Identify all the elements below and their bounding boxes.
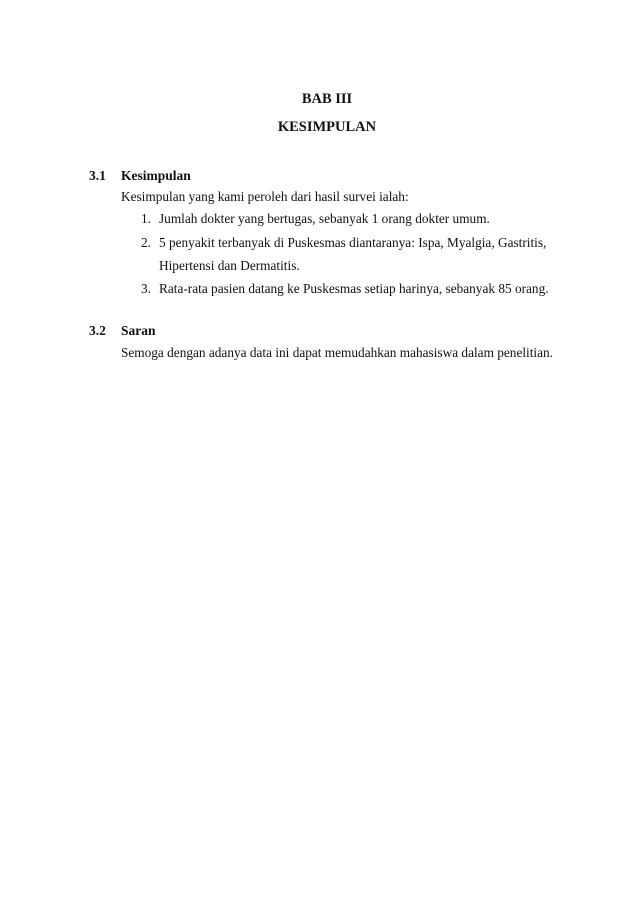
section-body: Semoga dengan adanya data ini dapat memudahkan mahasiswa dalam penelitian. xyxy=(121,345,553,360)
list-item-number: 2. xyxy=(141,235,151,250)
list-item-text-continued: Hipertensi dan Dermatitis. xyxy=(159,258,300,273)
section-number: 3.1 xyxy=(89,168,106,183)
section-number: 3.2 xyxy=(89,323,106,338)
chapter-title: KESIMPULAN xyxy=(277,119,377,135)
section-intro: Kesimpulan yang kami peroleh dari hasil survei ialah: xyxy=(121,189,409,204)
list-item-number: 3. xyxy=(141,281,151,296)
list-item-number: 1. xyxy=(141,211,151,226)
chapter-number: BAB III xyxy=(301,91,353,107)
list-item-text: 5 penyakit terbanyak di Puskesmas diantaranya: Ispa, Myalgia, Gastritis, xyxy=(159,235,547,250)
list-item-text: Rata-rata pasien datang ke Puskesmas setiap harinya, sebanyak 85 orang. xyxy=(159,281,549,296)
list-item-text: Jumlah dokter yang bertugas, sebanyak 1 orang dokter umum. xyxy=(159,211,490,226)
section-title: Kesimpulan xyxy=(121,168,191,183)
section-title: Saran xyxy=(121,323,156,338)
